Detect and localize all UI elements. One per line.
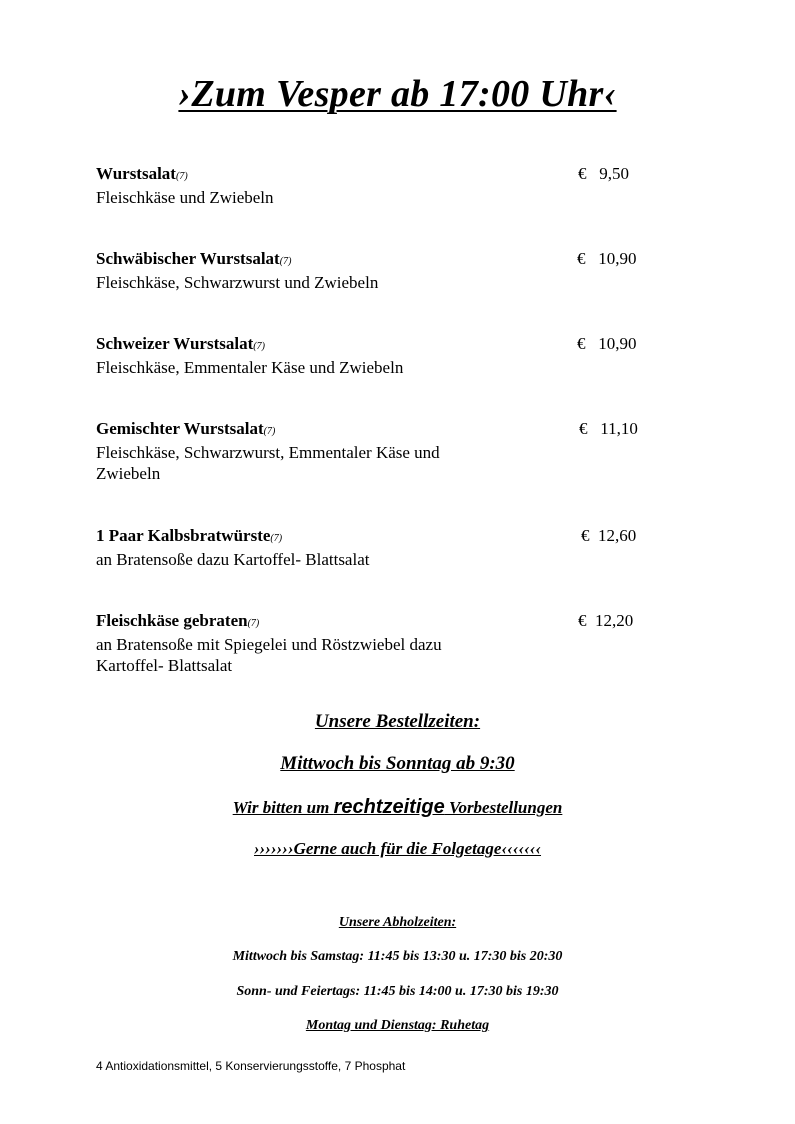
order-times-heading: Unsere Bestellzeiten: [314,711,481,732]
pickup-times-heading: Unsere Abholzeiten: [338,915,457,930]
additives-footnote: 4 Antioxidationsmittel, 5 Konservierungsstoffe, 7 Phosphat [96,1059,406,1073]
menu-title: ›Zum Vesper ab 17:00 Uhr‹ [178,73,617,115]
preorder-text: Wir bitten um [232,798,334,817]
item-description: Fleischkäse, Schwarzwurst und Zwiebeln [96,273,379,292]
additive-note: (7) [263,426,276,437]
item-name: 1 Paar Kalbsbratwürste [96,526,271,545]
menu-item [96,418,656,484]
menu-item [96,333,656,378]
additive-note: (7) [270,533,283,544]
preorder-request [0,796,795,819]
additive-note: (7) [175,171,188,182]
item-name: Fleischkäse gebraten [96,611,248,630]
item-description: Fleischkäse und Zwiebeln [96,188,274,207]
item-description: an Bratensoße dazu Kartoffel- Blattsalat [96,550,370,569]
preorder-emphasis: rechtzeitige [333,796,445,818]
item-price: € 12,20 [578,611,634,630]
additive-note: (7) [253,341,265,352]
order-days: Mittwoch bis Sonntag ab 9:30 [280,753,515,774]
item-price: € 12,60 [581,526,637,545]
item-name: Schwäbischer Wurstsalat [96,249,280,268]
item-name: Wurstsalat [96,164,176,183]
item-description: Fleischkäse, Emmentaler Käse und Zwiebeln [96,358,404,377]
following-days-note: ›››››››Gerne auch für die Folgetage‹‹‹‹‹‹‹ [253,839,542,858]
pickup-weekdays: Mittwoch bis Samstag: 11:45 bis 13:30 u. 17:30 bis 20:30 [232,949,563,964]
item-price: € 11,10 [579,419,638,438]
additive-note: (7) [247,618,260,629]
preorder-text: Vorbestellungen [444,798,563,817]
additive-note: (7) [279,256,292,267]
menu-item [96,248,656,293]
item-price: € 10,90 [577,334,637,353]
closing-days: Montag und Dienstag: Ruhetag [305,1018,490,1033]
item-name: Schweizer Wurstsalat [96,334,254,353]
item-description: an Bratensoße mit Spiegelei und Röstzwiebel dazu Kartoffel- Blattsalat [96,635,442,675]
menu-item [96,163,656,208]
menu-item [96,610,656,676]
pickup-holidays: Sonn- und Feiertags: 11:45 bis 14:00 u. 17:30 bis 19:30 [236,984,559,999]
item-description: Fleischkäse, Schwarzwurst, Emmentaler Käse und Zwiebeln [96,443,440,483]
item-price: € 10,90 [577,249,637,268]
item-name: Gemischter Wurstsalat [96,419,264,438]
menu-item [96,525,656,570]
item-price: € 9,50 [578,164,629,183]
